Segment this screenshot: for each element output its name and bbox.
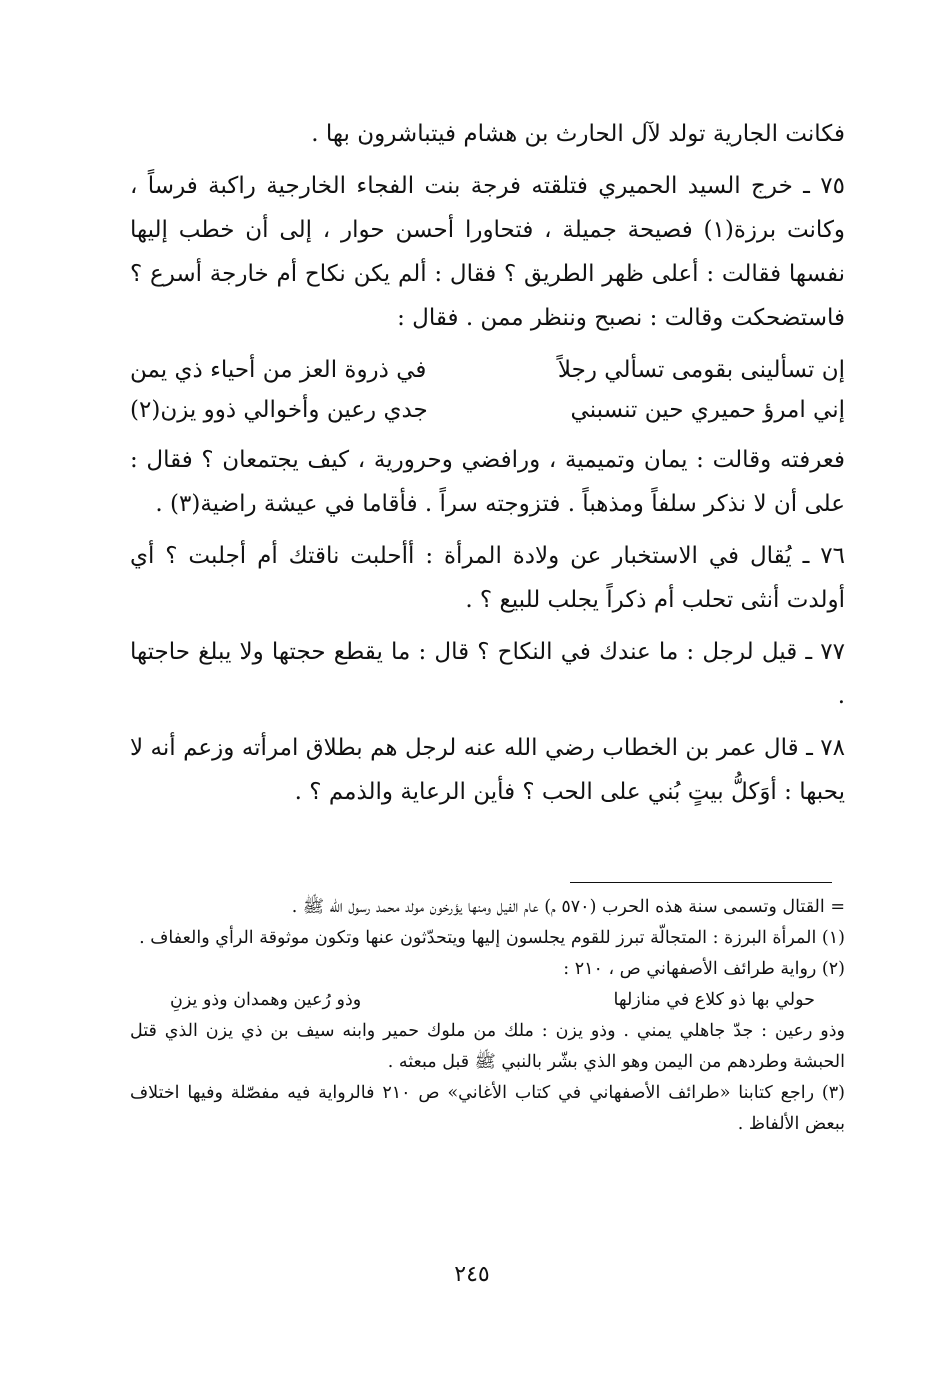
footnote-separator <box>570 882 832 883</box>
poem-verse-block <box>130 350 845 430</box>
footnote-verse-first: حولي بها ذو كلاع في منازلها <box>613 990 815 1010</box>
verse-2-second-hemistich: جدي رعين وأخوالي ذوو يزن(٢) <box>130 397 428 423</box>
footnotes <box>130 892 845 1140</box>
paragraph-75-continued: فعرفته وقالت : يمان وتميمية ، ورافضي وحرورية ، كيف يجتمعان ؟ فقال : على أن لا نذكر سلفاً ومذهباً . فتزوجته سراً . فأقاما في عيشة راضية(٣) . <box>130 447 845 517</box>
continuation-text: القتال وتسمى سنة هذه الحرب (٥٧٠ م) عام الفيل ومنها يؤرخون مولد محمد رسول الله ﷺ . <box>291 897 825 917</box>
footnote-3: (٣) راجع كتابنا «طرائف الأصفهاني في كتاب الأغاني» ص ٢١٠ فالرواية فيه مفصّلة وفيها اختلاف ببعض الألفاظ . <box>130 1083 845 1134</box>
footnote-2-text: وذو رعين : جدّ جاهلي يمني . وذو يزن : ملك من ملوك حمير وابنه سيف بن ذي يزن الذي قتل الحبشة وطردهم من اليمن وهو الذي بشّر بالنبي ﷺ قبل مبعثه . <box>130 1021 845 1072</box>
paragraph-76: ٧٦ ـ يُقال في الاستخبار عن ولادة المرأة : أأحلبت ناقتك أم أجلبت ؟ أي أولدت أنثى تحلب أم ذكراً يجلب للبيع ؟ . <box>130 543 845 613</box>
verse-2-first-hemistich: إني امرؤ حميري حين تنسبني <box>570 397 845 423</box>
footnote-2-intro: (٢) رواية طرائف الأصفهاني ص ، ٢١٠ : <box>563 959 845 979</box>
paragraph-78: ٧٨ ـ قال عمر بن الخطاب رضي الله عنه لرجل هم بطلاق امرأته وزعم أنه لا يحبها : أوَكلُّ بيتٍ بُني على الحب ؟ فأين الرعاية والذمم ؟ . <box>130 735 845 805</box>
main-text <box>130 112 845 814</box>
verse-1-first-hemistich: إن تسألينى بقومى تسألي رجلاً <box>557 357 845 383</box>
footnote-2-verse <box>130 985 845 1016</box>
verse-line-1 <box>130 350 845 390</box>
page-number: ٢٤٥ <box>454 1262 490 1287</box>
paragraph-77: ٧٧ ـ قيل لرجل : ما عندك في النكاح ؟ قال : ما يقطع حجتها ولا يبلغ حاجتها . <box>130 639 845 709</box>
paragraph-75: ٧٥ ـ خرج السيد الحميري فتلقته فرجة بنت الفجاء الخارجية راكبة فرساً ، وكانت برزة(١) فصيحة جميلة ، فتحاورا أحسن حوار ، إلى أن خطب إليها نفسها فقالت : أعلى ظهر الطريق ؟ فقال : ألم يكن نكاح أم خارجة أسرع ؟ فاستضحكت وقالت : نصبح وننظر ممن . فقال : <box>130 173 845 331</box>
footnote-1: (١) المرأة البرزة : المتجالّة تبرز للقوم يجلسون إليها ويتحدّثون عنها وتكون موثوقة الرأي والعفاف . <box>139 928 845 948</box>
footnote-continuation <box>130 892 845 923</box>
footnote-verse-second: وذو رُعين وهمدان وذو يزنِ <box>170 990 362 1010</box>
verse-line-2 <box>130 390 845 430</box>
verse-1-second-hemistich: في ذروة العز من أحياء ذي يمن <box>130 357 427 383</box>
continuation-marker: = <box>830 897 845 917</box>
paragraph-opening: فكانت الجارية تولد لآل الحارث بن هشام فيتباشرون بها . <box>311 121 845 147</box>
